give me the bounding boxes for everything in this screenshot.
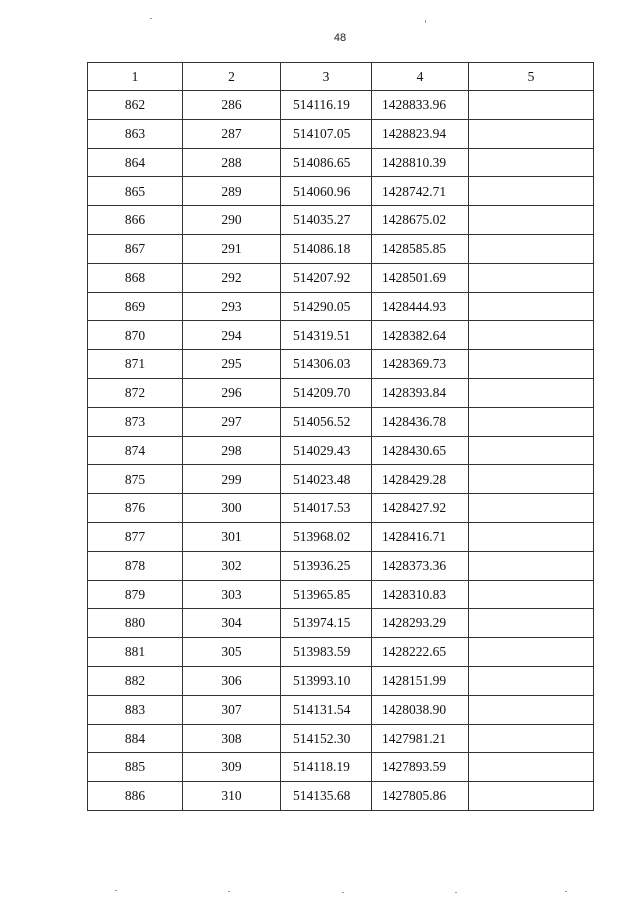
table-cell-col3: 514017.53 xyxy=(281,494,372,523)
table-cell-col1: 862 xyxy=(88,91,183,120)
table-cell-col3: 514290.05 xyxy=(281,292,372,321)
table-cell-col5 xyxy=(469,91,594,120)
table-cell-col5 xyxy=(469,263,594,292)
table-cell-col4: 1428742.71 xyxy=(372,177,469,206)
table-cell-col3: 514135.68 xyxy=(281,782,372,811)
table-cell-col2: 294 xyxy=(183,321,281,350)
table-cell-col4: 1428444.93 xyxy=(372,292,469,321)
table-cell-col5 xyxy=(469,782,594,811)
table-cell-col4: 1428369.73 xyxy=(372,350,469,379)
table-cell-col4: 1428833.96 xyxy=(372,91,469,120)
table-cell-col1: 869 xyxy=(88,292,183,321)
table-cell-col1: 881 xyxy=(88,638,183,667)
table-cell-col3: 514086.18 xyxy=(281,234,372,263)
table-cell-col5 xyxy=(469,666,594,695)
table-cell-col2: 306 xyxy=(183,666,281,695)
table-row xyxy=(88,263,594,292)
table-cell-col5 xyxy=(469,350,594,379)
table-cell-col2: 288 xyxy=(183,148,281,177)
table-cell-col1: 876 xyxy=(88,494,183,523)
table-cell-col4: 1428810.39 xyxy=(372,148,469,177)
table-cell-col2: 291 xyxy=(183,234,281,263)
table-cell-col2: 300 xyxy=(183,494,281,523)
column-header-5: 5 xyxy=(469,63,594,91)
table-row xyxy=(88,609,594,638)
table-cell-col4: 1428501.69 xyxy=(372,263,469,292)
table-cell-col5 xyxy=(469,494,594,523)
table-cell-col1: 871 xyxy=(88,350,183,379)
table-row xyxy=(88,177,594,206)
table-cell-col1: 875 xyxy=(88,465,183,494)
table-cell-col5 xyxy=(469,638,594,667)
table-cell-col4: 1428222.65 xyxy=(372,638,469,667)
table-header-row xyxy=(88,63,594,91)
scan-speck xyxy=(228,891,230,892)
table-row xyxy=(88,724,594,753)
table-row xyxy=(88,407,594,436)
table-cell-col5 xyxy=(469,321,594,350)
table-cell-col1: 866 xyxy=(88,206,183,235)
table-cell-col3: 514107.05 xyxy=(281,119,372,148)
column-header-3: 3 xyxy=(281,63,372,91)
table-row xyxy=(88,378,594,407)
table-cell-col2: 308 xyxy=(183,724,281,753)
table-row xyxy=(88,638,594,667)
table-cell-col5 xyxy=(469,436,594,465)
table-cell-col2: 307 xyxy=(183,695,281,724)
table-cell-col3: 513968.02 xyxy=(281,522,372,551)
table-cell-col5 xyxy=(469,206,594,235)
table-cell-col5 xyxy=(469,177,594,206)
table-row xyxy=(88,522,594,551)
table-row xyxy=(88,551,594,580)
table-cell-col5 xyxy=(469,292,594,321)
table-cell-col3: 514306.03 xyxy=(281,350,372,379)
table-cell-col4: 1428823.94 xyxy=(372,119,469,148)
table-cell-col3: 513974.15 xyxy=(281,609,372,638)
table-cell-col5 xyxy=(469,407,594,436)
table-cell-col5 xyxy=(469,119,594,148)
table-cell-col1: 885 xyxy=(88,753,183,782)
table-cell-col3: 513936.25 xyxy=(281,551,372,580)
table-cell-col3: 514118.19 xyxy=(281,753,372,782)
table-cell-col2: 290 xyxy=(183,206,281,235)
table-cell-col3: 513965.85 xyxy=(281,580,372,609)
table-cell-col4: 1428416.71 xyxy=(372,522,469,551)
table-cell-col4: 1428585.85 xyxy=(372,234,469,263)
table-cell-col1: 880 xyxy=(88,609,183,638)
table-row xyxy=(88,234,594,263)
table-row xyxy=(88,465,594,494)
table-cell-col1: 877 xyxy=(88,522,183,551)
table-cell-col4: 1428382.64 xyxy=(372,321,469,350)
table-cell-col4: 1428436.78 xyxy=(372,407,469,436)
table-cell-col4: 1428038.90 xyxy=(372,695,469,724)
table-cell-col2: 287 xyxy=(183,119,281,148)
table-cell-col2: 289 xyxy=(183,177,281,206)
table-cell-col1: 868 xyxy=(88,263,183,292)
table-cell-col1: 864 xyxy=(88,148,183,177)
table-cell-col3: 513983.59 xyxy=(281,638,372,667)
table-row xyxy=(88,321,594,350)
table-cell-col5 xyxy=(469,378,594,407)
table-cell-col2: 298 xyxy=(183,436,281,465)
table-cell-col1: 878 xyxy=(88,551,183,580)
table-cell-col5 xyxy=(469,695,594,724)
coordinates-table xyxy=(87,62,594,811)
scan-speck xyxy=(425,20,426,23)
table-cell-col1: 873 xyxy=(88,407,183,436)
table-cell-col1: 883 xyxy=(88,695,183,724)
scan-speck xyxy=(565,891,567,892)
column-header-1: 1 xyxy=(88,63,183,91)
table-cell-col4: 1428393.84 xyxy=(372,378,469,407)
table-cell-col5 xyxy=(469,465,594,494)
table-cell-col5 xyxy=(469,609,594,638)
table-cell-col3: 514035.27 xyxy=(281,206,372,235)
table-cell-col3: 514207.92 xyxy=(281,263,372,292)
table-row xyxy=(88,436,594,465)
table-cell-col1: 865 xyxy=(88,177,183,206)
table-cell-col5 xyxy=(469,234,594,263)
table-cell-col3: 514056.52 xyxy=(281,407,372,436)
table-cell-col5 xyxy=(469,724,594,753)
table-cell-col1: 872 xyxy=(88,378,183,407)
table-row xyxy=(88,753,594,782)
table-cell-col5 xyxy=(469,753,594,782)
table-cell-col3: 513993.10 xyxy=(281,666,372,695)
column-header-2: 2 xyxy=(183,63,281,91)
column-header-4: 4 xyxy=(372,63,469,91)
table-cell-col4: 1428373.36 xyxy=(372,551,469,580)
table-cell-col1: 867 xyxy=(88,234,183,263)
table-cell-col2: 292 xyxy=(183,263,281,292)
table-cell-col4: 1428310.83 xyxy=(372,580,469,609)
table-row xyxy=(88,91,594,120)
table-cell-col3: 514060.96 xyxy=(281,177,372,206)
table-cell-col4: 1427981.21 xyxy=(372,724,469,753)
table-cell-col4: 1428675.02 xyxy=(372,206,469,235)
table-cell-col2: 299 xyxy=(183,465,281,494)
table-cell-col2: 303 xyxy=(183,580,281,609)
table-cell-col2: 309 xyxy=(183,753,281,782)
table-cell-col1: 863 xyxy=(88,119,183,148)
table-cell-col3: 514131.54 xyxy=(281,695,372,724)
table-cell-col5 xyxy=(469,580,594,609)
table-cell-col1: 870 xyxy=(88,321,183,350)
table-cell-col3: 514319.51 xyxy=(281,321,372,350)
table-cell-col2: 297 xyxy=(183,407,281,436)
scan-speck xyxy=(150,18,152,19)
table-row xyxy=(88,148,594,177)
table-row xyxy=(88,494,594,523)
table-cell-col4: 1428151.99 xyxy=(372,666,469,695)
table-cell-col4: 1428430.65 xyxy=(372,436,469,465)
table-row xyxy=(88,206,594,235)
table-cell-col1: 884 xyxy=(88,724,183,753)
table-cell-col4: 1428429.28 xyxy=(372,465,469,494)
page-number: 48 xyxy=(333,32,347,44)
table-cell-col3: 514023.48 xyxy=(281,465,372,494)
table-row xyxy=(88,119,594,148)
scan-speck xyxy=(115,890,117,891)
table-cell-col3: 514209.70 xyxy=(281,378,372,407)
table-cell-col5 xyxy=(469,148,594,177)
scan-speck xyxy=(455,892,457,893)
table-row xyxy=(88,580,594,609)
table-cell-col2: 304 xyxy=(183,609,281,638)
table-cell-col2: 305 xyxy=(183,638,281,667)
table-cell-col4: 1427893.59 xyxy=(372,753,469,782)
table-cell-col1: 882 xyxy=(88,666,183,695)
table-row xyxy=(88,292,594,321)
table-cell-col2: 301 xyxy=(183,522,281,551)
table-cell-col3: 514116.19 xyxy=(281,91,372,120)
table-cell-col4: 1428293.29 xyxy=(372,609,469,638)
table-cell-col2: 286 xyxy=(183,91,281,120)
table-row xyxy=(88,782,594,811)
scan-speck xyxy=(342,892,344,893)
table-cell-col3: 514086.65 xyxy=(281,148,372,177)
table-cell-col3: 514152.30 xyxy=(281,724,372,753)
table-cell-col1: 874 xyxy=(88,436,183,465)
table-cell-col4: 1428427.92 xyxy=(372,494,469,523)
table-cell-col5 xyxy=(469,522,594,551)
table-row xyxy=(88,695,594,724)
table-cell-col1: 879 xyxy=(88,580,183,609)
table-cell-col4: 1427805.86 xyxy=(372,782,469,811)
table-cell-col2: 302 xyxy=(183,551,281,580)
table-cell-col2: 293 xyxy=(183,292,281,321)
table-body xyxy=(88,91,594,811)
table-cell-col5 xyxy=(469,551,594,580)
table-row xyxy=(88,666,594,695)
table-cell-col1: 886 xyxy=(88,782,183,811)
table-cell-col2: 310 xyxy=(183,782,281,811)
table-cell-col2: 295 xyxy=(183,350,281,379)
table-cell-col3: 514029.43 xyxy=(281,436,372,465)
table-row xyxy=(88,350,594,379)
table-cell-col2: 296 xyxy=(183,378,281,407)
